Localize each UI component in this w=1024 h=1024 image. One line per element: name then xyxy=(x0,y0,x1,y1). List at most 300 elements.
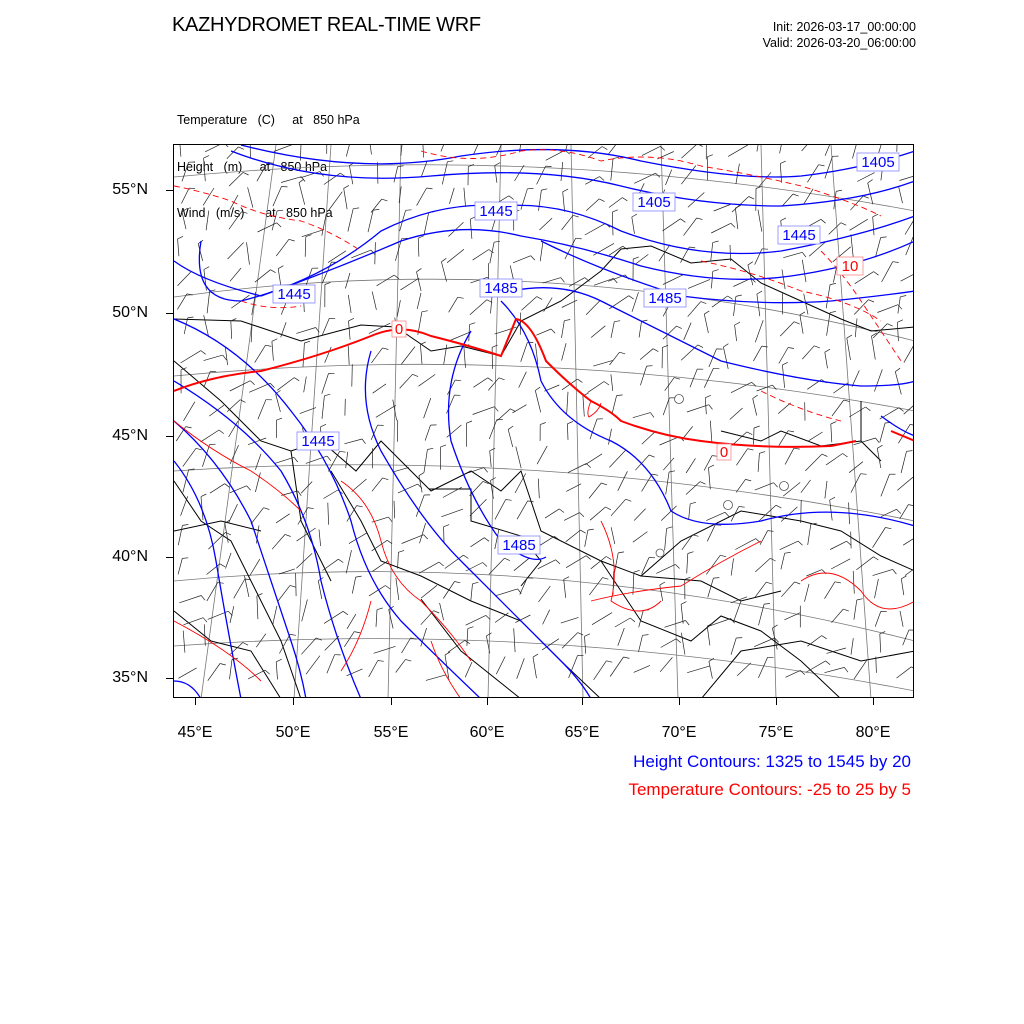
wind-barb-feather xyxy=(753,395,758,398)
wind-barb xyxy=(802,145,813,151)
wind-barb-feather xyxy=(576,238,582,239)
wind-barb-feather xyxy=(413,374,419,376)
wind-barb xyxy=(250,559,260,576)
wind-barb-feather xyxy=(243,172,249,175)
wind-barb xyxy=(851,234,853,257)
wind-barb xyxy=(801,480,811,493)
wind-barb xyxy=(873,569,893,575)
wind-barb-feather xyxy=(900,296,906,297)
wind-barb-feather xyxy=(910,424,914,425)
wind-barb xyxy=(421,585,437,598)
wind-barb-feather xyxy=(600,177,605,181)
wind-barb-feather xyxy=(290,585,296,587)
wind-barb xyxy=(255,454,261,470)
wind-barb xyxy=(611,527,615,544)
wind-barb-feather xyxy=(266,345,272,346)
wind-barb xyxy=(635,455,649,470)
wind-barb xyxy=(464,188,466,207)
wind-barb xyxy=(612,396,617,415)
wind-barb xyxy=(666,170,672,185)
wind-barb xyxy=(897,322,898,341)
wind-barb xyxy=(642,474,653,491)
wind-barb xyxy=(635,254,648,264)
wind-barb-feather xyxy=(788,348,794,349)
lon-label: 50°E xyxy=(275,724,311,741)
wind-barb-feather xyxy=(278,266,283,269)
wind-barb xyxy=(258,400,266,420)
wind-barb xyxy=(473,407,495,415)
wind-barb-feather xyxy=(830,283,836,284)
height-label-text: 1445 xyxy=(301,433,335,450)
wind-barb-feather xyxy=(420,342,425,345)
wind-barb xyxy=(847,338,851,360)
wind-barb xyxy=(562,343,567,360)
wind-barb-feather xyxy=(294,378,299,381)
wind-barb xyxy=(585,223,606,235)
wind-barb-feather xyxy=(606,557,611,560)
wind-barb-feather xyxy=(620,352,626,354)
wind-barb xyxy=(832,609,844,623)
wind-barb-feather xyxy=(455,582,461,583)
wind-barb-feather xyxy=(681,602,686,605)
wind-barb xyxy=(611,159,613,181)
wind-barb-feather xyxy=(357,506,363,507)
wind-barb xyxy=(806,661,826,673)
wind-barb xyxy=(682,145,698,158)
wind-barb xyxy=(731,507,739,522)
wind-barb xyxy=(880,634,881,653)
wind-barb xyxy=(369,661,378,677)
wind-barb xyxy=(825,145,831,156)
wind-barb xyxy=(274,145,296,152)
wind-barb xyxy=(897,145,898,152)
wind-barb-feather xyxy=(698,345,703,348)
temperature-label xyxy=(392,321,406,338)
wind-barb xyxy=(711,271,712,288)
wind-barb xyxy=(323,559,339,570)
wind-barb xyxy=(809,432,823,441)
height-label-text: 1405 xyxy=(861,154,895,171)
wind-barb-feather xyxy=(772,625,777,628)
wind-barb-feather xyxy=(419,473,424,476)
wind-barb xyxy=(372,478,383,491)
wind-barb xyxy=(443,582,454,599)
wind-barb-feather xyxy=(577,379,582,382)
wind-barb-feather xyxy=(243,643,248,646)
wind-barb-feather xyxy=(463,555,468,558)
wind-barb xyxy=(257,162,268,181)
wind-barb-feather xyxy=(757,291,762,294)
wind-barb xyxy=(737,663,751,676)
wind-barb xyxy=(618,471,628,491)
wind-barb-feather xyxy=(736,295,742,296)
wind-barb-feather xyxy=(643,635,649,636)
temperature-label xyxy=(837,257,863,275)
wind-barb xyxy=(517,501,528,519)
wind-barb xyxy=(272,341,274,360)
wind-barb xyxy=(328,451,339,471)
wind-barb-feather xyxy=(793,194,799,196)
wind-barb xyxy=(710,421,712,443)
wind-barb xyxy=(564,579,566,597)
wind-barb xyxy=(904,345,914,363)
wind-barb xyxy=(327,655,335,674)
wind-barb-feather xyxy=(499,378,505,380)
wind-barb-feather xyxy=(424,535,428,539)
wind-barb-feather xyxy=(506,500,512,501)
wind-barb xyxy=(782,194,793,207)
wind-barb xyxy=(682,535,693,550)
wind-barb xyxy=(495,613,508,623)
wind-barb xyxy=(611,322,614,338)
wind-barb xyxy=(281,177,301,183)
wind-barb-feather xyxy=(847,541,851,545)
wind-barb xyxy=(566,484,581,492)
wind-barb xyxy=(566,556,586,568)
wind-barb-feather xyxy=(603,578,609,580)
wind-barb xyxy=(473,250,489,261)
wind-barb xyxy=(514,558,530,571)
height-label xyxy=(273,285,315,303)
wind-barb-feather xyxy=(802,252,806,257)
wind-barb-feather xyxy=(535,387,540,390)
field-temperature: Temperature (C) at 850 hPa xyxy=(177,113,360,127)
wind-barb xyxy=(204,355,223,361)
wind-barb xyxy=(901,270,914,281)
wind-barb-feather xyxy=(893,262,899,263)
wind-barb xyxy=(178,668,196,678)
wind-barb xyxy=(849,407,865,417)
wind-barb xyxy=(178,558,182,574)
wind-barb xyxy=(611,499,626,516)
wind-barb xyxy=(348,295,351,313)
wind-barb xyxy=(349,166,352,185)
wind-barb-feather xyxy=(383,478,389,480)
wind-barb xyxy=(513,256,531,263)
wind-barb xyxy=(778,403,791,414)
wind-barb-feather xyxy=(709,465,714,468)
wind-barb xyxy=(610,352,620,365)
wind-barb xyxy=(394,167,398,183)
lat-tick xyxy=(166,678,173,679)
wind-barb-feather xyxy=(748,262,753,265)
wind-barb xyxy=(781,553,785,569)
wind-barb xyxy=(639,321,641,337)
wind-barb-feather xyxy=(876,438,880,443)
wind-barb xyxy=(466,563,483,572)
wind-barb-feather xyxy=(382,199,388,201)
wind-barb-feather xyxy=(629,296,634,299)
wind-barb-feather xyxy=(484,538,489,542)
wind-barb xyxy=(568,464,586,473)
wind-barb xyxy=(420,345,422,364)
wind-barb xyxy=(873,217,874,235)
wind-barb-feather xyxy=(713,270,719,272)
lon-tick xyxy=(487,698,488,705)
wind-barb xyxy=(276,239,289,256)
wind-barb xyxy=(783,482,800,496)
wind-barb-feather xyxy=(633,257,639,259)
wind-barb xyxy=(825,582,835,599)
wind-barb xyxy=(831,424,832,442)
wind-barb-feather xyxy=(704,311,709,314)
wind-barb xyxy=(180,145,181,157)
wind-barb xyxy=(731,558,733,575)
wind-barb-feather xyxy=(606,507,611,510)
wind-barb-feather xyxy=(186,427,192,428)
wind-barb xyxy=(440,603,444,620)
wind-barb-feather xyxy=(652,474,658,475)
wind-barb xyxy=(371,348,382,363)
lon-tick xyxy=(293,698,294,705)
wind-barb xyxy=(277,378,294,391)
wind-barb xyxy=(642,431,656,444)
wind-barb xyxy=(400,374,413,388)
wind-barb xyxy=(229,172,243,186)
wind-barb-feather xyxy=(866,407,871,411)
wind-barb xyxy=(204,158,206,181)
temperature-contour-legend: Temperature Contours: -25 to 25 by 5 xyxy=(628,780,911,799)
wind-barb xyxy=(419,562,439,573)
wind-barb-feather xyxy=(406,659,412,661)
height-label-text: 1445 xyxy=(479,203,513,220)
wind-barb-feather xyxy=(782,362,787,365)
wind-barb xyxy=(856,557,873,570)
wind-barb-feather xyxy=(794,322,800,324)
wind-barb xyxy=(227,400,240,412)
wind-barb xyxy=(424,450,427,473)
wind-barb xyxy=(590,507,605,520)
wind-barb xyxy=(831,559,850,569)
wind-barb-feather xyxy=(873,557,878,560)
wind-barb xyxy=(897,667,912,678)
temperature-label-text: 0 xyxy=(719,444,729,461)
wind-barb xyxy=(473,378,487,388)
wind-barb xyxy=(639,635,643,652)
wind-barb-feather xyxy=(559,509,564,513)
wind-barb-feather xyxy=(872,333,877,336)
wind-barb xyxy=(522,297,537,311)
wind-barb xyxy=(754,638,774,647)
wind-barb-feather xyxy=(773,385,777,390)
wind-barb xyxy=(760,531,768,545)
wind-barb xyxy=(344,632,354,647)
wind-barb xyxy=(586,301,600,315)
wind-barb-feather xyxy=(618,552,624,553)
wind-barb xyxy=(230,606,234,623)
wind-barb-feather xyxy=(907,451,913,452)
wind-barb-feather xyxy=(417,268,422,271)
wind-barb xyxy=(184,318,187,334)
wind-barb xyxy=(230,445,239,464)
wind-barb xyxy=(642,146,661,155)
wind-barb-feather xyxy=(218,582,224,583)
wind-barb-feather xyxy=(353,208,359,209)
wind-barb xyxy=(780,164,781,183)
wind-barb-feather xyxy=(265,670,269,674)
wind-barb-feather xyxy=(649,455,655,457)
wind-barb-feather xyxy=(709,405,713,410)
contour-label-group xyxy=(273,153,899,554)
wind-barb xyxy=(538,479,539,499)
wind-barb-feather xyxy=(873,214,878,217)
wind-barb xyxy=(536,329,551,335)
wind-barb-feather xyxy=(689,247,695,248)
wind-barb-feather xyxy=(389,517,393,522)
wind-barb xyxy=(660,657,672,671)
wind-barb xyxy=(322,396,324,419)
wind-barb-feather xyxy=(843,609,849,611)
wind-barb-feather xyxy=(863,196,869,198)
wind-barb xyxy=(470,300,487,315)
wind-barb-feather xyxy=(447,161,453,162)
wind-barb-feather xyxy=(580,513,584,517)
wind-barb-feather xyxy=(338,559,343,562)
height-label xyxy=(857,153,899,171)
wind-barb xyxy=(755,249,762,265)
forecast-times xyxy=(763,19,916,51)
wind-barb-feather xyxy=(444,525,450,527)
wind-barb xyxy=(853,571,854,594)
wind-barb xyxy=(201,430,219,442)
wind-barb xyxy=(467,629,468,646)
wind-barb-feather xyxy=(573,215,579,217)
wind-barb xyxy=(609,198,622,208)
wind-barb xyxy=(249,383,270,392)
wind-barb-feather xyxy=(822,636,827,639)
wind-barb xyxy=(736,449,747,466)
wind-barb xyxy=(805,584,810,602)
wind-barb xyxy=(665,528,667,550)
wind-barb xyxy=(543,278,561,284)
wind-barb xyxy=(328,251,346,263)
wind-barb-feather xyxy=(857,599,863,600)
wind-barb xyxy=(594,661,607,680)
wind-barb-feather xyxy=(528,501,534,502)
wind-barb xyxy=(688,302,701,317)
wind-barb xyxy=(754,428,755,445)
wind-barb-feather xyxy=(484,468,488,473)
wind-barb-feather xyxy=(617,395,623,396)
wind-barb-feather xyxy=(606,661,612,662)
wind-barb-feather xyxy=(567,422,573,424)
wind-barb xyxy=(611,374,613,391)
wind-barb xyxy=(736,164,740,184)
wind-barb xyxy=(757,294,760,316)
wind-barb xyxy=(567,392,568,414)
wind-barb xyxy=(564,513,580,521)
lon-label: 45°E xyxy=(177,724,213,741)
wind-barb-feather xyxy=(470,323,476,325)
wind-barb xyxy=(300,145,301,161)
wind-barb-feather xyxy=(774,483,778,487)
wind-barb xyxy=(206,211,209,231)
wind-barb-feather xyxy=(887,324,893,326)
wind-barb xyxy=(515,615,530,623)
wind-barb-feather xyxy=(739,507,745,508)
wind-barb xyxy=(782,270,785,290)
wind-barb xyxy=(899,186,903,203)
wind-barb-feather xyxy=(599,199,604,202)
wind-barb xyxy=(897,477,913,490)
wind-barb xyxy=(306,656,320,675)
lon-label: 60°E xyxy=(469,724,505,741)
wind-barb xyxy=(706,512,725,520)
wind-barb-feather xyxy=(650,413,654,418)
wind-barb xyxy=(470,499,487,516)
wind-barb xyxy=(710,619,731,626)
wind-barb-feather xyxy=(897,509,901,513)
wind-barb-feather xyxy=(913,477,914,480)
wind-barb-feather xyxy=(713,368,719,369)
wind-barb xyxy=(804,189,813,204)
wind-barbs xyxy=(176,145,914,681)
lon-tick xyxy=(195,698,196,705)
wind-barb xyxy=(424,398,431,418)
wind-barb xyxy=(801,500,802,523)
wind-barb xyxy=(210,484,225,494)
wind-barb xyxy=(663,458,674,470)
wind-barb xyxy=(299,183,305,205)
wind-barb xyxy=(562,321,565,338)
wind-barb xyxy=(758,657,767,678)
wind-barb xyxy=(303,343,304,367)
wind-barb xyxy=(666,472,669,495)
wind-barb xyxy=(780,145,785,153)
wind-barb-feather xyxy=(247,486,251,490)
wind-barb xyxy=(688,279,710,288)
wind-barb-feather xyxy=(602,147,607,150)
wind-barb-feather xyxy=(697,145,702,147)
wind-barb xyxy=(785,448,794,464)
wind-barb-feather xyxy=(847,335,852,338)
wind-barb xyxy=(396,659,406,672)
wind-barb xyxy=(447,249,464,262)
wind-barb xyxy=(297,528,316,541)
lat-label: 55°N xyxy=(112,181,148,198)
wind-barb xyxy=(348,209,353,232)
wind-barb xyxy=(583,396,584,417)
wind-barb xyxy=(589,483,601,498)
wind-barb-feather xyxy=(653,349,658,352)
wind-barb-feather xyxy=(735,205,740,208)
wind-barb-feather xyxy=(675,564,679,568)
wind-barb-feather xyxy=(776,505,781,508)
wind-barb xyxy=(633,572,634,595)
wind-barb xyxy=(735,325,737,341)
borders xyxy=(174,246,914,698)
wind-barb xyxy=(633,413,651,418)
wind-barb xyxy=(471,584,473,601)
wind-barb xyxy=(305,237,306,257)
wind-barb xyxy=(561,162,563,181)
wind-barb xyxy=(872,336,876,359)
wind-barb-feather xyxy=(276,659,282,662)
wind-barb-feather xyxy=(868,180,873,183)
wind-barb-feather xyxy=(707,155,713,157)
wind-barb xyxy=(753,399,757,416)
wind-barb xyxy=(906,236,914,255)
wind-barb xyxy=(900,505,909,519)
wind-barb xyxy=(748,265,753,285)
wind-barb-feather xyxy=(624,657,630,658)
wind-barb xyxy=(349,533,367,544)
wind-barb-feather xyxy=(700,482,705,485)
wind-barb xyxy=(521,343,528,362)
wind-barb-feather xyxy=(225,484,230,488)
wind-barb xyxy=(640,349,653,360)
wind-barb xyxy=(302,600,308,622)
